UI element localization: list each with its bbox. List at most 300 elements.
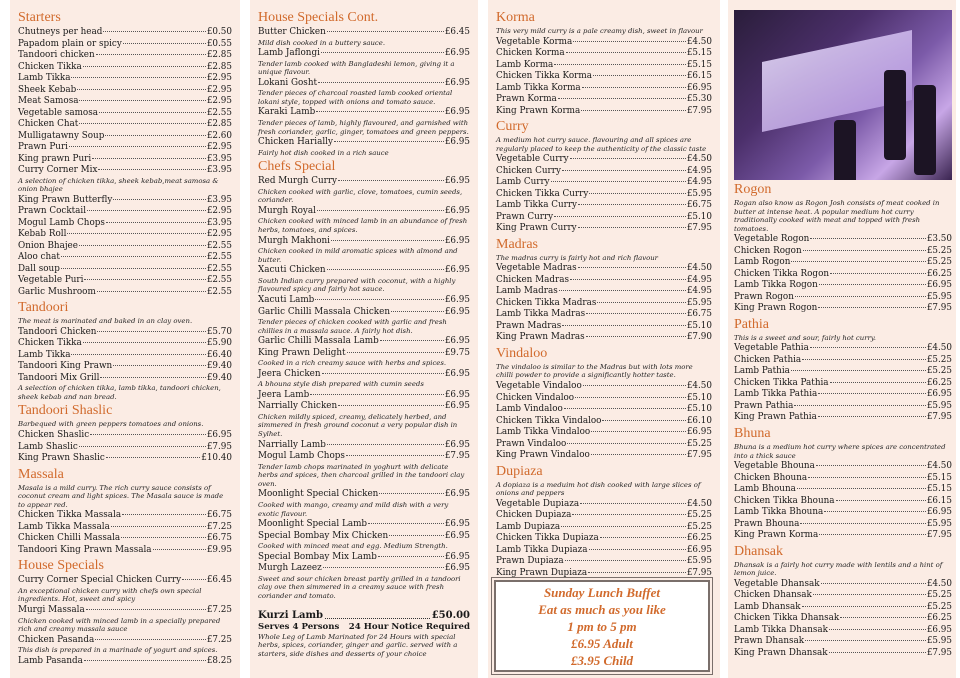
item-price: £5.25 — [926, 366, 952, 377]
item-name: Lamb Pathia — [734, 366, 790, 377]
item-name: Lamb Tikka Massala — [18, 521, 110, 532]
menu-item — [258, 137, 470, 149]
item-name: Chicken Shaslic — [18, 430, 90, 441]
item-price: £4.50 — [686, 263, 712, 274]
item-price: £5.25 — [926, 354, 952, 365]
item-name: Red Murgh Curry — [258, 176, 338, 187]
menu-item — [258, 48, 470, 60]
section-description: The madras curry is fairly hot and rich flavour — [496, 253, 658, 262]
menu-item — [496, 83, 712, 95]
menu-item — [18, 350, 232, 362]
buffet-child-price: £3.95 Child — [570, 653, 634, 668]
menu-item — [734, 269, 952, 281]
item-price: £4.50 — [686, 154, 712, 165]
item-price: £3.95 — [206, 153, 232, 164]
menu-item — [258, 176, 470, 188]
menu-item — [18, 264, 232, 276]
item-price: £7.95 — [926, 647, 952, 658]
item-price: £5.15 — [686, 48, 712, 59]
section-description: Rogan also know as Rogon Josh consists of meat cooked in butter at intense heat. A popular medium hot curry traditionally cooked with meat and topped with fresh tomatoes. — [734, 199, 940, 233]
menu-item — [734, 366, 952, 378]
section-heading: Rogon — [734, 182, 772, 197]
leader-dots — [802, 606, 926, 607]
menu-item — [18, 96, 232, 108]
chair-shape — [914, 85, 936, 175]
item-name: King Prawn Madras — [496, 332, 585, 343]
buffet-adult-price: £6.95 Adult — [571, 636, 633, 651]
item-description: A selection of chicken tikka, lamb tikka, tandoori chicken, sheek kebab and nan bread. — [18, 384, 221, 401]
item-price: £2.85 — [206, 61, 232, 72]
leader-dots — [327, 444, 444, 445]
item-name: Chicken Vindaloo — [496, 392, 575, 403]
item-name: Chicken Dhansak — [734, 590, 812, 601]
leader-dots — [378, 556, 444, 557]
item-description: South Indian curry prepared with coconut, with a highly flavoured spicy and fairly hot sauce. — [258, 276, 456, 294]
item-description: Chicken cooked with minced lamb in a specially prepared rich and creamy massala sauce — [18, 616, 221, 634]
menu-item — [496, 556, 712, 568]
leader-dots — [818, 416, 926, 417]
leader-dots — [575, 397, 686, 398]
item-name: Onion Bhajee — [18, 240, 78, 251]
menu-item — [496, 404, 712, 416]
kurzi-price: £50.00 — [431, 609, 470, 621]
leader-dots — [105, 135, 205, 136]
item-price: £4.50 — [926, 461, 952, 472]
menu-item — [734, 412, 952, 424]
leader-dots — [338, 180, 444, 181]
item-price: £9.40 — [206, 361, 232, 372]
leader-dots — [323, 567, 444, 568]
menu-item — [734, 246, 952, 258]
item-name: Jeera Chicken — [258, 368, 321, 379]
leader-dots — [327, 269, 444, 270]
leader-dots — [551, 181, 686, 182]
item-name: Narrially Lamb — [258, 439, 326, 450]
buffet-title: Sunday Lunch Buffet — [543, 585, 661, 600]
menu-item — [496, 321, 712, 333]
item-name: Moonlight Special Chicken — [258, 489, 379, 500]
menu-item — [18, 605, 232, 617]
item-price: £6.95 — [444, 368, 470, 379]
item-price: £7.95 — [926, 412, 952, 423]
item-price: £5.15 — [686, 59, 712, 70]
item-price: £2.95 — [206, 96, 232, 106]
item-price: £6.45 — [206, 575, 232, 586]
section-heading: Tandoori — [18, 300, 69, 316]
item-price: £5.25 — [926, 601, 952, 612]
item-name: Chicken Chilli Massala — [18, 533, 121, 544]
item-name: Chicken Tikka Vindaloo — [496, 415, 602, 426]
item-name: Tandoori King Prawn Massala — [18, 544, 152, 555]
item-price: £4.50 — [926, 578, 952, 589]
menu-item — [18, 27, 232, 39]
item-name: Butter Chicken — [258, 27, 326, 37]
menu-item — [258, 552, 470, 564]
menu-item — [18, 73, 232, 85]
leader-dots — [573, 41, 686, 42]
section-house-specials-cont — [258, 10, 470, 157]
item-price: £5.70 — [206, 326, 232, 337]
leader-dots — [829, 652, 926, 653]
leader-dots — [98, 169, 205, 170]
item-price: £2.55 — [206, 275, 232, 286]
menu-item — [734, 648, 952, 660]
item-name: Special Bombay Mix Lamb — [258, 551, 377, 562]
leader-dots — [588, 572, 686, 573]
menu-item — [18, 142, 232, 154]
item-name: Chicken Bhouna — [734, 472, 808, 483]
menu-item — [258, 295, 470, 307]
item-price: £2.55 — [206, 286, 232, 297]
menu-item — [18, 656, 232, 668]
menu-item — [18, 50, 232, 62]
menu-item — [18, 453, 232, 465]
item-name: Papadom plain or spicy — [18, 38, 122, 49]
menu-item — [734, 355, 952, 367]
item-price: £6.95 — [444, 235, 470, 246]
menu-item — [734, 530, 952, 542]
menu-item — [734, 519, 952, 531]
menu-item — [734, 602, 952, 614]
menu-item — [734, 343, 952, 355]
item-name: Chicken Tikka Pathia — [734, 377, 829, 388]
section-description: The vindaloo is similar to the Madras but with lots more chilli powder to provide a significantly hotter taste. — [496, 362, 693, 380]
item-price: £10.40 — [201, 453, 232, 464]
item-price: £3.95 — [206, 165, 232, 175]
column-4-sections — [734, 182, 952, 659]
section-chefs-special — [258, 159, 470, 600]
item-name: Lamb Pasanda — [18, 655, 83, 666]
item-name: Lamb Dhansak — [734, 601, 801, 612]
leader-dots — [819, 534, 926, 535]
item-price: £2.95 — [206, 73, 232, 83]
item-name: Curry Corner Mix — [18, 165, 98, 175]
leader-dots — [565, 560, 686, 561]
item-name: King prawn Puri — [18, 153, 92, 164]
leader-dots — [77, 89, 206, 90]
menu-item — [496, 263, 712, 275]
leader-dots — [97, 291, 206, 292]
item-name: Lamb Tikka Dhansak — [734, 624, 828, 635]
leader-dots — [578, 267, 686, 268]
leader-dots — [562, 325, 686, 326]
item-price: £6.95 — [444, 489, 470, 500]
menu-item — [18, 338, 232, 350]
item-name: Kebab Roll — [18, 229, 67, 240]
leader-dots — [100, 377, 205, 378]
menu-item — [734, 590, 952, 602]
item-price: £5.25 — [686, 438, 712, 449]
menu-item — [18, 229, 232, 241]
leader-dots — [113, 199, 206, 200]
item-name: Lamb Vindaloo — [496, 404, 563, 415]
item-price: £6.15 — [686, 71, 712, 82]
leader-dots — [380, 340, 444, 341]
item-price: £4.50 — [686, 36, 712, 47]
section-pathia — [734, 317, 952, 424]
item-name: Vegetable Dhansak — [734, 578, 820, 589]
item-name: Narrially Chicken — [258, 401, 338, 412]
menu-item — [258, 489, 470, 501]
menu-item — [496, 309, 712, 321]
menu-item — [496, 106, 712, 118]
item-price: £6.95 — [444, 295, 470, 305]
leader-dots — [321, 52, 444, 53]
leader-dots — [797, 488, 926, 489]
item-name: Vegetable Vindaloo — [496, 381, 582, 392]
leader-dots — [821, 583, 926, 584]
item-name: Prawn Vindaloo — [496, 438, 567, 449]
section-heading: Vindaloo — [496, 345, 548, 361]
menu-item — [18, 327, 232, 339]
item-price: £7.95 — [686, 223, 712, 234]
leader-dots — [71, 354, 205, 355]
item-price: £2.95 — [206, 142, 232, 152]
section-madras — [496, 237, 712, 344]
section-bhuna — [734, 426, 952, 542]
item-name: Chicken Tikka Korma — [496, 71, 592, 82]
item-description: Chicken mildly spiced, creamy, delicately herbed, and simmered in fresh ground coconut a very popular dish in Sylhet. — [258, 412, 458, 439]
menu-item — [734, 389, 952, 401]
item-price: £5.25 — [926, 590, 952, 601]
leader-dots — [795, 296, 926, 297]
item-name: King Prawn Korma — [496, 105, 581, 116]
item-name: Lamb Tikka — [18, 73, 71, 83]
item-name: Vegetable Puri — [18, 275, 84, 286]
item-price: £2.95 — [206, 229, 232, 240]
leader-dots — [589, 193, 686, 194]
item-price: £5.30 — [686, 94, 712, 105]
item-name: Vegetable Curry — [496, 154, 569, 165]
item-description: Cooked in a rich creamy sauce with herbs and spices. — [258, 359, 447, 368]
section-description: Bhuna is a medium hot curry where spices are concentrated into a thick sauce — [734, 442, 946, 460]
item-name: Prawn Rogon — [734, 291, 794, 302]
item-price: £9.40 — [206, 372, 232, 383]
leader-dots — [819, 284, 926, 285]
leader-dots — [791, 261, 925, 262]
leader-dots — [810, 347, 926, 348]
item-price: £6.25 — [926, 268, 952, 279]
item-price: £4.50 — [686, 498, 712, 509]
item-name: Xacuti Chicken — [258, 265, 326, 276]
menu-item — [258, 563, 470, 575]
item-price: £6.95 — [444, 265, 470, 276]
menu-item — [734, 636, 952, 648]
item-price: £7.95 — [686, 567, 712, 578]
item-description: Fairly hot dish cooked in a rich sauce — [258, 148, 389, 157]
leader-dots — [334, 141, 444, 142]
item-description: Chicken cooked with minced lamb in an abundance of fresh herbs, tomatoes, and spices. — [258, 217, 468, 235]
leader-dots — [79, 446, 206, 447]
leader-dots — [824, 511, 926, 512]
item-price: £6.95 — [926, 280, 952, 291]
leader-dots — [346, 455, 444, 456]
item-name: Murgh Makhoni — [258, 235, 330, 246]
menu-item — [734, 461, 952, 473]
item-price: £6.95 — [444, 401, 470, 412]
menu-item — [258, 206, 470, 218]
leader-dots — [589, 549, 686, 550]
leader-dots — [123, 43, 206, 44]
item-name: King Prawn Butterfly — [18, 194, 113, 205]
item-name: Mogul Lamb Chops — [18, 217, 105, 228]
item-price: £6.95 — [686, 544, 712, 555]
menu-item — [258, 440, 470, 452]
leader-dots — [818, 307, 925, 308]
item-name: King Prawn Dhansak — [734, 647, 828, 658]
item-name: Lamb Dupiaza — [496, 521, 561, 532]
item-name: Mulligatawny Soup — [18, 130, 105, 141]
leader-dots — [95, 639, 206, 640]
item-price: £2.55 — [206, 240, 232, 251]
menu-item — [496, 439, 712, 451]
item-price: £6.95 — [206, 430, 232, 441]
section-heading: Bhuna — [734, 425, 771, 441]
leader-dots — [554, 64, 686, 65]
item-price: £5.95 — [686, 297, 712, 308]
leader-dots — [86, 609, 206, 610]
item-name: Vegetable Bhouna — [734, 461, 815, 472]
item-name: Murgi Massala — [18, 605, 85, 616]
item-name: King Prawn Dupiaza — [496, 567, 588, 578]
section-description: A dopiaza is a meduim hot dish cooked with large slices of onions and peppers — [496, 480, 701, 498]
item-name: Tandoori chicken — [18, 50, 95, 60]
leader-dots — [578, 204, 686, 205]
item-price: £4.50 — [686, 381, 712, 392]
leader-dots — [106, 222, 206, 223]
leader-dots — [572, 514, 685, 515]
menu-item — [18, 510, 232, 522]
menu-item — [734, 579, 952, 591]
menu-item — [496, 545, 712, 557]
item-price: £0.50 — [206, 27, 232, 37]
item-price: £5.95 — [926, 400, 952, 411]
item-price: £6.95 — [444, 137, 470, 148]
menu-item — [734, 613, 952, 625]
item-name: Chutneys per head — [18, 27, 103, 37]
section-description: Masala is a mild curry. The rich curry sauce consists of coconut cream and light spices. The Masala sauce is made to appear red. — [18, 483, 224, 509]
item-name: Chicken Tikka — [18, 61, 82, 72]
item-price: £5.95 — [686, 556, 712, 567]
menu-item — [258, 307, 470, 319]
item-price: £5.95 — [686, 188, 712, 199]
menu-item — [18, 533, 232, 545]
item-price: £6.40 — [206, 349, 232, 360]
item-name: Moonlight Special Lamb — [258, 519, 368, 530]
item-description: Tender lamb cooked with Bangladeshi lemon, giving it a unique flavour. — [258, 59, 455, 77]
leader-dots — [325, 609, 430, 619]
menu-item — [18, 635, 232, 647]
leader-dots — [322, 373, 444, 374]
item-name: Lamb Curry — [496, 177, 550, 188]
leader-dots — [331, 240, 444, 241]
item-price: £5.25 — [686, 510, 712, 521]
menu-item — [734, 484, 952, 496]
kurzi-title-row — [258, 609, 470, 622]
item-name: Prawn Dhansak — [734, 636, 805, 647]
leader-dots — [103, 31, 205, 32]
item-name: Lamb Bhouna — [734, 484, 796, 495]
item-name: Chicken Tikka — [18, 338, 82, 349]
item-name: Prawn Pathia — [734, 400, 794, 411]
item-price: £3.95 — [206, 194, 232, 205]
menu-item — [496, 48, 712, 60]
item-price: £5.95 — [926, 636, 952, 647]
menu-item — [18, 39, 232, 51]
item-name: King Prawn Curry — [496, 223, 577, 234]
item-name: King Prawn Vindaloo — [496, 450, 590, 461]
leader-dots — [67, 233, 205, 234]
menu-item — [18, 195, 232, 207]
item-price: £6.95 — [444, 107, 470, 118]
leader-dots — [368, 523, 444, 524]
leader-dots — [315, 299, 444, 300]
menu-item — [18, 165, 232, 177]
leader-dots — [578, 227, 686, 228]
menu-item — [18, 241, 232, 253]
leader-dots — [597, 302, 685, 303]
menu-item — [258, 401, 470, 413]
section-massala — [18, 467, 232, 557]
leader-dots — [810, 238, 925, 239]
section-korma — [496, 10, 712, 117]
item-price: £2.95 — [206, 84, 232, 95]
leader-dots — [79, 245, 206, 246]
item-price: £7.25 — [206, 605, 232, 616]
section-starters — [18, 10, 232, 298]
leader-dots — [327, 31, 444, 32]
section-heading: Massala — [18, 466, 64, 482]
item-price: £5.95 — [926, 291, 952, 302]
leader-dots — [153, 549, 206, 550]
item-name: Lamb Tikka Korma — [496, 82, 581, 93]
menu-item — [496, 416, 712, 428]
kurzi-lamb-block — [258, 609, 470, 659]
item-price: £6.95 — [444, 205, 470, 216]
item-price: £6.95 — [926, 507, 952, 518]
item-description: Cooked with mango, creamy and mild dish with a very exotic flavour. — [258, 500, 449, 518]
item-name: King Prawn Delight — [258, 347, 346, 358]
leader-dots — [600, 537, 686, 538]
restaurant-photo — [734, 10, 952, 180]
item-name: Garlic Mushroom — [18, 286, 96, 297]
item-name: Lokani Gosht — [258, 77, 318, 88]
item-price: £7.25 — [206, 634, 232, 645]
item-description: Sweet and sour chicken breast partly grilled in a tandoori clay ove then simmered in a creamy sauce with fresh coriander and tomato. — [258, 574, 461, 600]
item-price: £4.95 — [686, 177, 712, 188]
item-name: Meat Samosa — [18, 96, 79, 106]
menu-item — [258, 390, 470, 402]
item-price: £2.85 — [206, 50, 232, 60]
leader-dots — [83, 66, 206, 67]
menu-column-2 — [250, 0, 478, 678]
menu-item — [18, 85, 232, 97]
kurzi-title: Kurzi Lamb — [258, 609, 324, 621]
item-name: Lamb Tikka Vindaloo — [496, 427, 591, 438]
item-price: £6.95 — [444, 336, 470, 347]
item-price: £6.75 — [206, 510, 232, 521]
leader-dots — [580, 503, 686, 504]
menu-item — [496, 60, 712, 72]
menu-item — [496, 522, 712, 534]
item-name: Chicken Korma — [496, 48, 565, 59]
menu-item — [258, 27, 470, 39]
menu-item — [18, 275, 232, 287]
menu-item — [258, 369, 470, 381]
section-vindaloo — [496, 346, 712, 462]
menu-item — [18, 252, 232, 264]
item-price: £6.95 — [444, 439, 470, 450]
